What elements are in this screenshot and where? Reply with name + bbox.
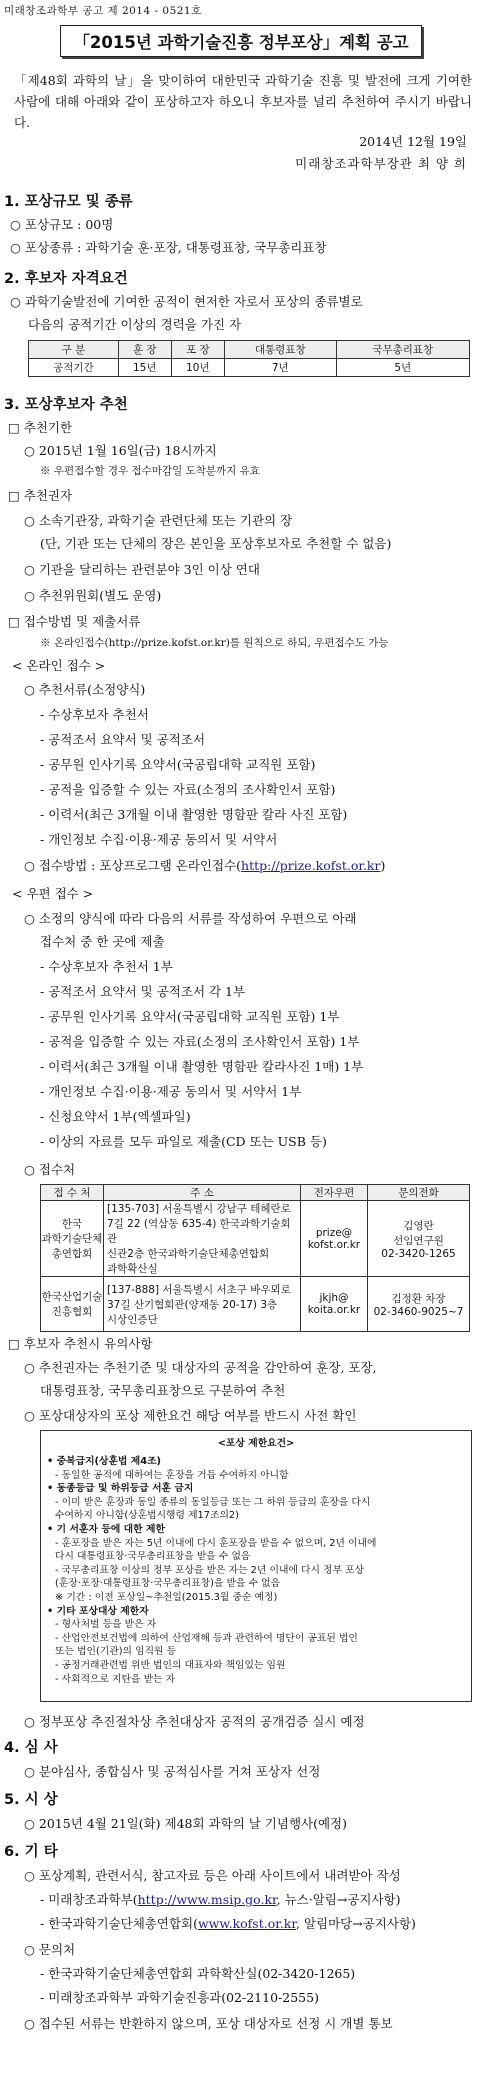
- table-header: 훈 장: [118, 341, 171, 359]
- msip-path: , 뉴스·알림→공지사항): [276, 1892, 401, 1907]
- s3-reception-head: ○ 접수처: [24, 1162, 76, 1177]
- list-item: - 수상후보자 추천서: [40, 707, 149, 722]
- msip-label: - 미래창조과학부(: [40, 1892, 138, 1907]
- restriction-line: ※ 기간 : 이전 포상일~추천일(2015.3월 중순 예정): [55, 1592, 278, 1603]
- s6-line1: ○ 포상계획, 관련서식, 참고자료 등은 아래 사이트에서 내려받아 작성: [24, 1868, 401, 1883]
- s3-notes-3: ○ 포상대상자의 포상 제한요건 해당 여부를 반드시 사전 확인: [24, 1408, 357, 1423]
- table-header: 주 소: [104, 1185, 301, 1201]
- restriction-line: • 동종등급 및 하위등급 서훈 금지: [47, 1483, 194, 1495]
- prize-link[interactable]: http://prize.kofst.or.kr: [241, 858, 381, 873]
- section-1-title: 1. 포상규모 및 종류: [4, 194, 133, 210]
- restriction-line: - 국무총리표창 이상의 정부 포상을 받은 자는 2년 이내에 다시 정부 포상: [55, 1564, 365, 1576]
- table-cell: [135-703] 서울특별시 강남구 테헤란로 7길 22 (역삼동 635-4) 한국과학기술회관 신관2층 한국과학기술단체총연합회 과학확산실: [104, 1201, 301, 1277]
- list-item: - 공무원 인사기록 요약서(국공립대학 교직원 포함) 1부: [40, 1009, 340, 1024]
- restriction-line: • 기타 포상대상 제한자: [47, 1605, 149, 1617]
- kofst-link[interactable]: www.kofst.or.kr: [197, 1916, 296, 1931]
- method-end: ): [380, 858, 386, 873]
- msip-link[interactable]: http://www.msip.go.kr: [137, 1892, 277, 1907]
- list-item: - 이력서(최근 3개월 이내 촬영한 명함판 칼라사진 1매) 1부: [40, 1059, 364, 1074]
- s3-recommender-head: □ 추천권자: [8, 488, 73, 503]
- method-label: ○ 접수방법 : 포상프로그램 온라인접수(: [24, 858, 242, 873]
- list-item: - 개인정보 수집·이용·제공 동의서 및 서약서: [40, 832, 278, 847]
- table-header: 문의전화: [368, 1185, 470, 1201]
- list-item: - 공적을 입증할 수 있는 자료(소정의 조사확인서 포함): [40, 782, 336, 797]
- restriction-line: - 공정거래관련법 위반 법인의 대표자와 책임있는 임원: [55, 1660, 286, 1671]
- table-cell: 김영란 선임연구원 02-3420-1265: [368, 1201, 470, 1277]
- restriction-box: [40, 1430, 472, 1702]
- section-6-title: 6. 기 타: [4, 1844, 58, 1860]
- restriction-line: 수여하지 아니함(상훈법시행령 제17조의2): [55, 1510, 239, 1522]
- s6-contact-2: - 미래창조과학부 과학기술진흥과(02-2110-2555): [40, 1990, 319, 2005]
- bulletin-header: 미래창조과학부 공고 제 2014 - 0521호: [4, 5, 202, 17]
- restriction-line: 다시 대통령표창·국무총리표창을 받을 수 없음: [55, 1551, 251, 1563]
- s3-deadline-note: ※ 우편접수할 경우 접수마감일 도착분까지 유효: [40, 465, 260, 477]
- section-4-title: 4. 심 사: [4, 1740, 58, 1756]
- table-header: 국무총리표창: [336, 341, 469, 359]
- s4-line: ○ 분야심사, 종합심사 및 공적심사를 거쳐 포상자 선정: [24, 1764, 321, 1779]
- s3-online-head: < 온라인 접수 >: [12, 658, 106, 673]
- table-row: [41, 1277, 470, 1332]
- table-cell: 한국산업기술 진흥협회: [41, 1277, 104, 1332]
- table-header: 포 장: [171, 341, 224, 359]
- table-cell: 김정환 차장 02-3460-9025~7: [368, 1277, 470, 1332]
- table-cell: [137-888] 서울특별시 서초구 바우뫼로 37길 산기협회관(양재동 20-17) 3층 시상인증단: [104, 1277, 301, 1332]
- s3-mail-head: < 우편 접수 >: [12, 886, 94, 901]
- merit-period-table: [28, 340, 470, 377]
- s3-verify: ○ 정부포상 추진절차상 추천대상자 공적의 공개검증 실시 예정: [24, 1714, 365, 1729]
- table-header: 대통령표창: [224, 341, 336, 359]
- table-cell: 10년: [171, 359, 224, 377]
- restriction-line: - 훈포장을 받은 자는 5년 이내에 다시 훈포장을 받을 수 없으며, 2년 이내에: [55, 1537, 377, 1549]
- section-3-title: 3. 포상후보자 추천: [4, 397, 128, 413]
- section-5-title: 5. 시 상: [4, 1792, 58, 1808]
- s6-return-note: ○ 접수된 서류는 반환하지 않으며, 포상 대상자로 선정 시 개별 통보: [24, 2016, 393, 2031]
- restriction-line: - 동일한 공적에 대하여는 훈장을 거듭 수여하지 아니함: [55, 1469, 289, 1481]
- restriction-line: - 이미 받은 훈장과 동일 종류의 동일등급 또는 그 하위 등급의 훈장을 다시: [55, 1496, 371, 1508]
- s3-deadline: ○ 2015년 1월 16일(금) 18시까지: [24, 443, 217, 458]
- s3-notes-2: 대통령표창, 국무총리표창으로 구분하여 추천: [40, 1383, 286, 1398]
- s3-recommender-1: ○ 소속기관장, 과학기술 관련단체 또는 기관의 장: [24, 513, 293, 528]
- list-item: - 공적조서 요약서 및 공적조서: [40, 732, 206, 747]
- s6-contact-1: - 한국과학기술단체총연합회 과학확산실(02-3420-1265): [40, 1966, 356, 1981]
- table-cell: 한국 과학기술단체 총연합회: [41, 1201, 104, 1277]
- s3-mail-line2: 접수처 중 한 곳에 제출: [40, 934, 165, 949]
- restriction-line: • 중복급지(상훈법 제4조): [47, 1456, 162, 1467]
- list-item: - 이력서(최근 3개월 이내 촬영한 명함판 칼라 사진 포함): [40, 807, 348, 822]
- restriction-line: - 형사처벌 등을 받은 자: [55, 1619, 157, 1631]
- list-item: - 수상후보자 추천서 1부: [40, 959, 173, 974]
- list-item: - 공적을 입증할 수 있는 자료(소정의 조사확인서 포함) 1부: [40, 1034, 360, 1049]
- restriction-line: - 산업안전보건법에 의하여 산업재해 등과 관련하여 명단이 공표된 법인: [55, 1632, 358, 1644]
- s3-method-note: ※ 온라인접수(http://prize.kofst.or.kr)를 원칙으로 하되, 우편접수도 가능: [40, 637, 389, 649]
- restriction-line: - 사회적으로 지탄을 받는 자: [55, 1673, 176, 1685]
- table-header: 전자우편: [301, 1185, 368, 1201]
- list-item: - 신청요약서 1부(엑셀파일): [40, 1109, 191, 1124]
- restriction-title: <포상 제한요건>: [217, 1438, 295, 1449]
- s2-line2: 다음의 공적기간 이상의 경력을 가진 자: [28, 317, 242, 332]
- s3-notes-head: □ 후보자 추천시 유의사항: [8, 1336, 153, 1351]
- table-cell: 15년: [118, 359, 171, 377]
- table-cell: prize@ kofst.or.kr: [301, 1201, 368, 1277]
- announcement-date: 2014년 12월 19일: [359, 134, 467, 149]
- s3-recommender-3: ○ 추천위원회(별도 운영): [24, 588, 162, 603]
- s1-types: ○ 포상종류 : 과학기술 훈·포장, 대통령표창, 국무총리표창: [10, 240, 327, 255]
- table-cell: 7년: [224, 359, 336, 377]
- restriction-line: • 기 서훈자 등에 대한 제한: [47, 1524, 165, 1535]
- kofst-path: , 알림마당→공지사항): [296, 1916, 416, 1931]
- s3-method-head: □ 접수방법 및 제출서류: [8, 614, 141, 629]
- list-item: - 이상의 자료를 모두 파일로 제출(CD 또는 USB 등): [40, 1134, 327, 1149]
- table-header: 구 분: [29, 341, 119, 359]
- s3-notes-1: ○ 추천권자는 추천기준 및 대상자의 공적을 감안하여 훈장, 포장,: [24, 1360, 377, 1375]
- table-cell: 공적기간: [29, 359, 119, 377]
- signer: 미래창조과학부장관 최 양 희: [295, 156, 467, 171]
- restriction-line: 또는 법인(기관)의 임직원 등: [55, 1646, 177, 1658]
- s6-contact-head: ○ 문의처: [24, 1942, 76, 1957]
- s6-msip: [40, 1890, 401, 1908]
- s3-recommender-2: ○ 기관을 달리하는 관련분야 3인 이상 연대: [24, 562, 260, 577]
- list-item: - 개인정보 수집·이용·제공 동의서 및 서약서 1부: [40, 1084, 302, 1099]
- table-cell: 5년: [336, 359, 469, 377]
- list-item: - 공적조서 요약서 및 공적조서 각 1부: [40, 984, 246, 999]
- restriction-line: (훈장·포장·대통령표창·국무총리표창)을 받을 수 없음: [55, 1578, 281, 1590]
- table-header: 접 수 처: [41, 1185, 104, 1201]
- s3-deadline-head: □ 추천기한: [8, 420, 73, 435]
- list-item: - 공무원 인사기록 요약서(국공립대학 교직원 포함): [40, 757, 316, 772]
- kofst-label: - 한국과학기술단체총연합회(: [40, 1916, 198, 1931]
- reception-table: [40, 1184, 470, 1332]
- s3-recommender-note: (단, 기관 또는 단체의 장은 본인을 포상후보자로 추천할 수 없음): [40, 536, 392, 551]
- s5-line: ○ 2015년 4월 21일(화) 제48회 과학의 날 기념행사(예정): [24, 1816, 348, 1831]
- table-row: [41, 1201, 470, 1277]
- s3-mail-line1: ○ 소정의 양식에 따라 다음의 서류를 작성하여 우편으로 아래: [24, 911, 357, 926]
- s2-line1: ○ 과학기술발전에 기여한 공적이 현저한 자로서 포상의 종류별로: [10, 294, 363, 309]
- s3-online-docs: ○ 추천서류(소정양식): [24, 682, 146, 697]
- intro-paragraph: 「제48회 과학의 날」을 맞이하여 대한민국 과학기술 진흥 및 발전에 크게 기여한 사람에 대해 아래와 같이 포상하고자 하오니 후보자를 널리 추천하여 주시기 바랍니다.: [14, 73, 472, 130]
- section-2-title: 2. 후보자 자격요건: [4, 271, 128, 287]
- s6-kofst: [40, 1914, 416, 1932]
- s1-scale: ○ 포상규모 : 00명: [10, 217, 114, 232]
- page-title: 「2015년 과학기술진흥 정부포상」계획 공고: [60, 25, 422, 57]
- table-cell: jkjh@ koita.or.kr: [301, 1277, 368, 1332]
- s3-online-method: [24, 856, 385, 874]
